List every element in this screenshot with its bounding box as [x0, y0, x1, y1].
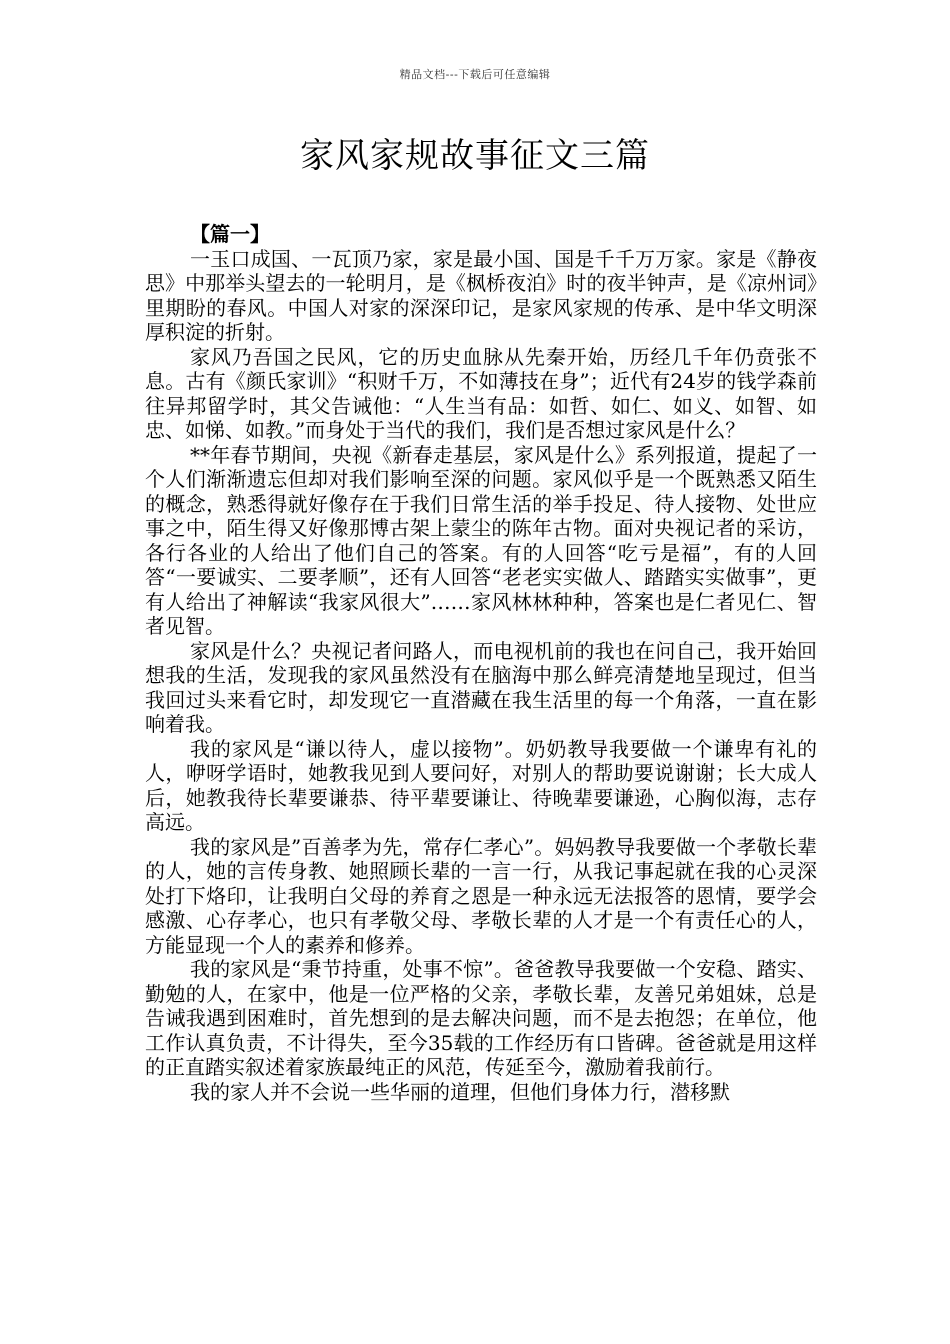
paragraph: 我的家风是“谦以待人，虚以接物”。奶奶教导我要做一个谦卑有礼的人，咿呀学语时，她教我见到人要问好，对别人的帮助要说谢谢；长大成人后，她教我待长辈要谦恭、待平辈要谦让、待晚辈要谦逊，心胸似海，志存高远。: [145, 736, 817, 834]
section-label: 【篇一】: [190, 222, 270, 246]
paragraph: 我的家风是“秉节持重，处事不惊”。爸爸教导我要做一个安稳、踏实、勤勉的人，在家中，他是一位严格的父亲，孝敬长辈，友善兄弟姐妹，总是告诫我遇到困难时，首先想到的是去解决问题，而不是去抱怨；在单位，他工作认真负责，不计得失，至今35载的工作经历有口皆碑。爸爸就是用这样的正直踏实叙述着家族最纯正的风范，传延至今，激励着我前行。: [145, 957, 817, 1079]
paragraph: 家风是什么？央视记者问路人，而电视机前的我也在问自己，我开始回想我的生活，发现我的家风虽然没有在脑海中那么鲜亮清楚地呈现过，但当我回过头来看它时，却发现它一直潜藏在我生活里的每一个角落，一直在影响着我。: [145, 638, 817, 736]
paragraph: 我的家人并不会说一些华丽的道理，但他们身体力行，潜移默: [190, 1079, 730, 1104]
document-title: 家风家规故事征文三篇: [300, 136, 650, 176]
paragraph: 一玉口成国、一瓦顶乃家，家是最小国、国是千千万万家。家是《静夜思》中那举头望去的一轮明月，是《枫桥夜泊》时的夜半钟声，是《凉州词》里期盼的春风。中国人对家的深深印记，是家风家规的传承、是中华文明深厚积淀的折射。: [145, 246, 817, 344]
paragraph: **年春节期间，央视《新春走基层，家风是什么》系列报道，提起了一个人们渐渐遗忘但却对我们影响至深的问题。家风似乎是一个既熟悉又陌生的概念，熟悉得就好像存在于我们日常生活的举手投足、待人接物、处世应事之中，陌生得又好像那博古架上蒙尘的陈年古物。面对央视记者的采访，各行各业的人给出了他们自己的答案。有的人回答“吃亏是福”，有的人回答“一要诚实、二要孝顺”，还有人回答“老老实实做人、踏踏实实做事”，更有人给出了神解读“我家风很大”……家风林林种种，答案也是仁者见仁、智者见智。: [145, 442, 817, 638]
paragraph: 我的家风是”百善孝为先，常存仁孝心”。妈妈教导我要做一个孝敬长辈的人，她的言传身教、她照顾长辈的一言一行，从我记事起就在我的心灵深处打下烙印，让我明白父母的养育之恩是一种永远无法报答的恩情，要学会感激、心存孝心，也只有孝敬父母、孝敬长辈的人才是一个有责任心的人，方能显现一个人的素养和修养。: [145, 834, 817, 957]
page-header-note: 精品文档---下载后可任意编辑: [399, 68, 551, 81]
paragraph: 家风乃吾国之民风，它的历史血脉从先秦开始，历经几千年仍贲张不息。古有《颜氏家训》“积财千万，不如薄技在身”；近代有24岁的钱学森前往异邦留学时，其父告诫他：“人生当有品：如哲、如仁、如义、如智、如忠、如悌、如教。”而身处于当代的我们，我们是否想过家风是什么？: [145, 344, 817, 442]
document-body: [145, 222, 817, 1104]
